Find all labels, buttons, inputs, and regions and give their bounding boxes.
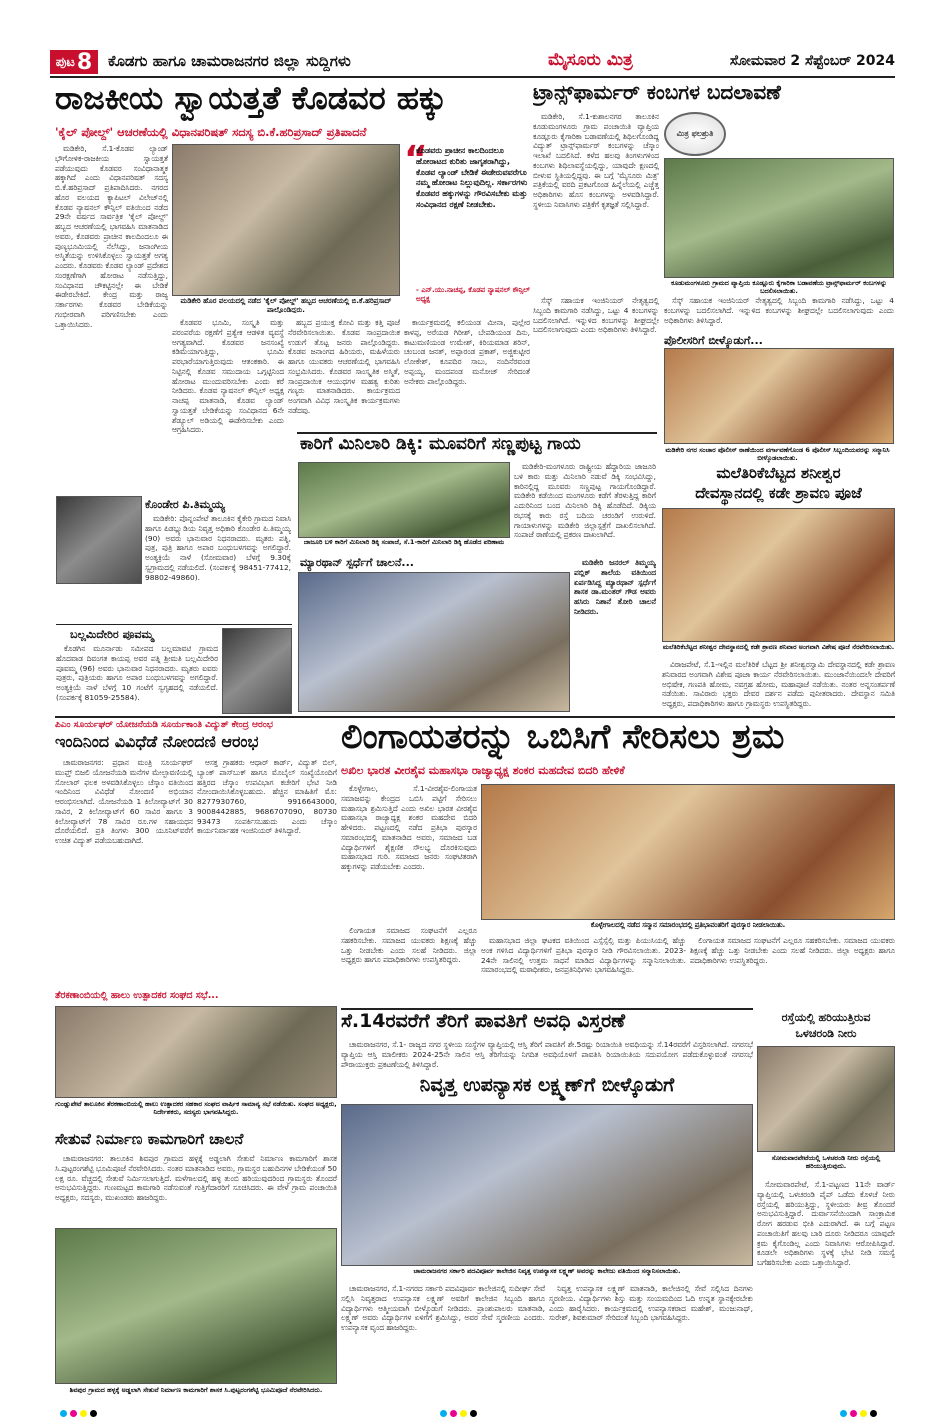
lingayat-body-2: ಮಹಾಸಭಾದ ಜಿಲ್ಲಾ ಘಟಕದ ವತಿಯಿಂದ ಎಸ್ಸೆಸ್ಸೆಲ್ಸಿ ಮತ್ತು ಪಿಯುಸಿಯಲ್ಲಿ ಹೆಚ್ಚು ಅಂಕ ಗಳಿಸಿದ ವಿದ್ಯಾರ್ಥಿಗಳಿಗೆ ಪ್ರತಿಭಾ ಪುರಸ್ಕಾರ ನೀಡಿ ಗೌರವಿಸಲಾಯಿತು. 2023-24ನೇ ಸಾಲಿನಲ್ಲಿ ಉತ್ತಮ ಸಾಧನೆ ಮಾಡಿದ ವಿದ್ಯಾರ್ಥಿಗಳನ್ನು ಸನ್ಮಾನಿಸಲಾಯಿತು. ಸಮಾರಂಭದಲ್ಲಿ ಮಠಾಧೀಶರು, ಜನಪ್ರತಿನಿಧಿಗಳು ಭಾಗವಹಿಸಿದ್ದರು.: [481, 936, 686, 975]
accident-photo-caption: ಜಾಜೂರಿ ಬಳಿ ಕಾರಿಗೆ ಮಿನಿಲಾರಿ ಡಿಕ್ಕಿ ಸಂಪಾಜೆ, ಸೆ.1-ಕಾರಿಗೆ ಮಿನಿಲಾರಿ ಡಿಕ್ಕಿ ಹೊಡೆದ ಪರಿಣಾಮ: [298, 538, 510, 554]
drain-headline-1: ರಸ್ತೆಯಲ್ಲಿ ಹರಿಯುತ್ತಿರುವ: [781, 1012, 871, 1024]
obit1-title: ಕೊಂಡೇರ ಪಿ.ತಿಮ್ಮಯ್ಯ: [145, 498, 225, 511]
yellow-dot-icon: [860, 1410, 867, 1417]
cyan-dot-icon: [440, 1410, 447, 1417]
section-title: ಕೊಡಗು ಹಾಗೂ ಚಾಮರಾಜನಗರ ಜಿಲ್ಲಾ ಸುದ್ದಿಗಳು: [108, 52, 351, 70]
black-dot-icon: [470, 1410, 477, 1417]
tax-body: ಚಾಮರಾಜನಗರ, ಸೆ.1- ರಾಜ್ಯದ ನಗರ ಸ್ಥಳೀಯ ಸಂಸ್ಥೆಗಳ ವ್ಯಾಪ್ತಿಯಲ್ಲಿ ಆಸ್ತಿ ತೆರಿಗೆ ಪಾವತಿಗೆ ಶೇ.5ರಷ್ಟು ರಿಯಾಯಿತಿ ಅವಧಿಯನ್ನು ಸೆ.14ರವರೆಗೆ ವಿಸ್ತರಿಸಲಾಗಿದೆ. ನಗರಸಭೆ ವ್ಯಾಪ್ತಿಯ ಆಸ್ತಿ ಮಾಲೀಕರು 2024-25ನೇ ಸಾಲಿನ ಆಸ್ತಿ ತೆರಿಗೆಯನ್ನು ನಿಗದಿತ ಅವಧಿಯೊಳಗೆ ಪಾವತಿಸಿ ರಿಯಾಯಿತಿಯ ಸದುಪಯೋಗ ಪಡೆದುಕೊಳ್ಳುವಂತೆ ನಗರಸಭೆ ಪೌರಾಯುಕ್ತರು ಪ್ರಕಟಣೆಯಲ್ಲಿ ತಿಳಿಸಿದ್ದಾರೆ.: [341, 1040, 753, 1069]
lingayat-body-3: ಲಿಂಗಾಯತ ಸಮಾಜದ ಸಂಘಟನೆಗೆ ಎಲ್ಲರೂ ಸಹಕರಿಸಬೇಕು. ಸಮಾಜದ ಯುವಕರು ಶಿಕ್ಷಣಕ್ಕೆ ಹೆಚ್ಚು ಒತ್ತು ನೀಡಬೇಕು ಎಂದು ಸಲಹೆ ನೀಡಿದರು. ಜಿಲ್ಲಾ ಅಧ್ಯಕ್ಷರು ಹಾಗೂ ಪದಾಧಿಕಾರಿಗಳು ಉಪಸ್ಥಿತರಿದ್ದರು.: [690, 936, 895, 965]
lead-photo: [172, 144, 400, 296]
divider: [55, 716, 895, 718]
police-photo: [664, 348, 894, 444]
bridge-headline: ಸೇತುವೆ ನಿರ್ಮಾಣ ಕಾಮಗಾರಿಗೆ ಚಾಲನೆ: [55, 1132, 244, 1148]
magenta-dot-icon: [850, 1410, 857, 1417]
solar-body-col1: ಚಾಮರಾಜನಗರ: ಪ್ರಧಾನ ಮಂತ್ರಿ ಸೂರ್ಯಘರ್ ಮುಫ್ತ್ ಬಿಜಲಿ ಯೋಜನೆಯಡಿ ಮನೆಗಳ ಮೇಲ್ಛಾವಣಿಯಲ್ಲಿ ಸೋಲಾರ್ ಫಲಕ ಅಳವಡಿಸಿಕೊಳ್ಳಲು ಚೆಸ್ಕಾಂ ವತಿಯಿಂದ ಇಂದಿನಿಂದ ವಿವಿಧೆಡೆ ನೋಂದಣಿ ಅಭಿಯಾನ ಆರಂಭಿಸಲಾಗಿದೆ. ಯೋಜನೆಯಡಿ 1 ಕಿಲೋವ್ಯಾಟ್‌ಗೆ 30 ಸಾವಿರ, 2 ಕಿಲೋವ್ಯಾಟ್‌ಗೆ 60 ಸಾವಿರ ಹಾಗೂ 3 ಕಿಲೋವ್ಯಾಟ್‌ಗೆ 78 ಸಾವಿರ ರೂ.ಗಳ ಸಹಾಯಧನ ದೊರೆಯಲಿದೆ. ಪ್ರತಿ ತಿಂಗಳು 300 ಯೂನಿಟ್‌ವರೆಗೆ ಉಚಿತ ವಿದ್ಯುತ್ ಪಡೆಯಬಹುದಾಗಿದೆ.: [55, 758, 193, 846]
tax-headline: ಸೆ.14ರವರೆಗೆ ತೆರಿಗೆ ಪಾವತಿಗೆ ಅವಧಿ ವಿಸ್ತರಣೆ: [341, 1012, 625, 1032]
police-caption: ಮಡಿಕೇರಿ ನಗರ ಸಂಚಾರ ಪೊಲೀಸ್ ಠಾಣೆಯಿಂದ ವರ್ಗಾವಣೆಗೊಂಡ 6 ಪೊಲೀಸ್ ಸಿಬ್ಬಂದಿಯವರನ್ನು ಸನ್ಮಾನಿಸಿ ಬೀಳ್ಕೊಡಲಾಯಿತು.: [660, 446, 895, 464]
lead-body-col4: ಕಾರ್ಯಕ್ರಮದಲ್ಲಿ ಕಲಿಯಂಡ ಮೀನಾ, ಪುಲ್ಲೇರ ಕಾಳಪ್ಪ, ಅರೆಯಡ ಗಿರೀಶ್, ಬೇಪಡಿಯಂಡ ದಿನು, ಕಾಟುಮಣಿಯಂಡ ಉಮೇಶ್, ಕಿರಿಯಮಾಡ ಶರಿನ್, ಚಂಬಂಡ ಜನತ್, ಅಪ್ಪಾರಂಡ ಪ್ರಕಾಶ್, ಅಜ್ಜಿಕುಟ್ಟೀರ ಲೋಕೇಶ್, ಕೂಪದಿರ ಸಾಬು, ನಂದಿನೆರವಂಡ ಅಪ್ಪಯ್ಯ, ಮಂದಪಂಡ ಮನೋಜ್ ಸೇರಿದಂತೆ ಅನೇಕರು ಪಾಲ್ಗೊಂಡಿದ್ದರು.: [404, 318, 530, 386]
teacher-body-2: ನಿವೃತ್ತ ಉಪನ್ಯಾಸಕ ಲಕ್ಷ್ಮಣ್ ಮಾತನಾಡಿ, ಕಾಲೇಜಿನಲ್ಲಿ ಸೇವೆ ಸಲ್ಲಿಸಿದ ದಿನಗಳು ಸ್ಮರಣೀಯ. ವಿದ್ಯಾರ್ಥಿಗಳು ಶಿಸ್ತು ಮತ್ತು ಸಂಯಮದಿಂದ ಓದಿ ಉನ್ನತ ಸ್ಥಾನಕ್ಕೇರಬೇಕು ಎಂದು ಹಾರೈಸಿದರು. ಕಾರ್ಯಕ್ರಮದಲ್ಲಿ ಉಪನ್ಯಾಸಕರಾದ ಮಹೇಶ್, ಮಂಜುನಾಥ್, ಸುರೇಶ್, ಶಿವಕುಮಾರ್ ಸೇರಿದಂತೆ ಸಿಬ್ಬಂದಿ ಭಾಗವಹಿಸಿದ್ದರು.: [549, 1284, 753, 1323]
teacher-body: ಚಾಮರಾಜನಗರ, ಸೆ.1-ನಗರದ ಸರ್ಕಾರಿ ಪದವಿಪೂರ್ವ ಕಾಲೇಜಿನಲ್ಲಿ ಸುದೀರ್ಘ ಸೇವೆ ಸಲ್ಲಿಸಿ ನಿವೃತ್ತರಾದ ಉಪನ್ಯಾಸಕ ಲಕ್ಷ್ಮಣ್ ಅವರಿಗೆ ಕಾಲೇಜಿನ ಸಿಬ್ಬಂದಿ ಹಾಗೂ ವಿದ್ಯಾರ್ಥಿಗಳು ಆತ್ಮೀಯವಾಗಿ ಬೀಳ್ಕೊಡುಗೆ ನೀಡಿದರು. ಪ್ರಾಂಶುಪಾಲರು ಮಾತನಾಡಿ, ಲಕ್ಷ್ಮಣ್ ಅವರು ವಿದ್ಯಾರ್ಥಿಗಳ ಏಳಿಗೆಗೆ ಶ್ರಮಿಸಿದ್ದು, ಅವರ ಸೇವೆ ಸ್ಮರಣೀಯ ಎಂದರು. ಉಪನ್ಯಾಸಕ ವೃಂದ ಹಾಜರಿದ್ದರು.: [341, 1284, 545, 1333]
issue-date: ಸೋಮವಾರ 2 ಸೆಪ್ಟೆಂಬರ್ 2024: [729, 53, 895, 69]
obit2-body: ಕೊಡಗಿನ ಮೂರ್ನಾಡು ಸಮೀಪದ ಬಲ್ಲಮಾವಟಿ ಗ್ರಾಮದ ಹೊದವಾಡ ದಿವಂಗತ ಕಾಯಪ್ಪ ಅವರ ಪತ್ನಿ ಶ್ರೀಮತಿ ಬಲ್ಲಮಿದೇರಿರ ಪೂವಮ್ಮ (96) ಅವರು ಭಾನುವಾರ ನಿಧನರಾದರು. ಮೃತರು ಐವರು ಪುತ್ರರು, ಪುತ್ರಿಯರು ಹಾಗೂ ಅಪಾರ ಬಂಧುಬಳಗವನ್ನು ಅಗಲಿದ್ದಾರೆ. ಅಂತ್ಯಕ್ರಿಯೆ ನಾಳೆ ಬೆಳಗ್ಗೆ 10 ಗಂಟೆಗೆ ಸ್ವಗೃಹದಲ್ಲಿ ನಡೆಯಲಿದೆ. (ಸಂಪರ್ಕಕ್ಕೆ 81059-25584).: [56, 644, 218, 702]
yellow-dot-icon: [460, 1410, 467, 1417]
accident-body: ಮಡಿಕೇರಿ-ಮಂಗಳೂರು ರಾಷ್ಟ್ರೀಯ ಹೆದ್ದಾರಿಯ ಜಾಜೂರಿ ಬಳಿ ಕಾರು ಮತ್ತು ಮಿನಿಲಾರಿ ನಡುವೆ ಡಿಕ್ಕಿ ಸಂಭವಿಸಿದ್ದು, ಕಾರಿನಲ್ಲಿದ್ದ ಮೂವರು ಸಣ್ಣಪುಟ್ಟ ಗಾಯಗೊಂಡಿದ್ದಾರೆ. ಮಡಿಕೇರಿ ಕಡೆಯಿಂದ ಮಂಗಳೂರು ಕಡೆಗೆ ತೆರಳುತ್ತಿದ್ದ ಕಾರಿಗೆ ಎದುರಿನಿಂದ ಬಂದ ಮಿನಿಲಾರಿ ಡಿಕ್ಕಿ ಹೊಡೆದಿದೆ. ಡಿಕ್ಕಿಯ ರಭಸಕ್ಕೆ ಕಾರು ರಸ್ತೆ ಬದಿಯ ಚರಂಡಿಗೆ ಉರುಳಿದೆ. ಗಾಯಾಳುಗಳನ್ನು ಮಡಿಕೇರಿ ಜಿಲ್ಲಾಸ್ಪತ್ರೆಗೆ ದಾಖಲಿಸಲಾಗಿದೆ. ಸಂಪಾಜೆ ಠಾಣೆಯಲ್ಲಿ ಪ್ರಕರಣ ದಾಖಲಾಗಿದೆ.: [514, 462, 656, 540]
page-label: ಪುಟ: [55, 54, 75, 70]
marathon-side: ಮಡಿಕೇರಿ ಜನರಲ್ ತಿಮ್ಮಯ್ಯ ಪಬ್ಲಿಕ್ ಶಾಲೆಯ ವತಿಯಿಂದ ಏರ್ಪಡಿಸಿದ್ದ ಮ್ಯಾರಥಾನ್ ಸ್ಪರ್ಧೆಗೆ ಶಾಸಕ ಡಾ.ಮಂತರ್ ಗೌಡ ಅವರು ಹಸಿರು ನಿಶಾನೆ ತೋರಿ ಚಾಲನೆ ನೀಡಿದರು.: [574, 558, 656, 616]
page-number-box: [50, 50, 98, 74]
bridge-body: ಚಾಮರಾಜನಗರ: ತಾಲೂಕಿನ ಶಿವಪುರ ಗ್ರಾಮದ ಹಳ್ಳಕ್ಕೆ ಅಡ್ಡಲಾಗಿ ಸೇತುವೆ ನಿರ್ಮಾಣ ಕಾಮಗಾರಿಗೆ ಶಾಸಕ ಸಿ.ಪುಟ್ಟರಂಗಶೆಟ್ಟಿ ಭೂಮಿಪೂಜೆ ನೆರವೇರಿಸಿದರು. ನಂತರ ಮಾತನಾಡಿದ ಅವರು, ಗ್ರಾಮಸ್ಥರ ಬಹುದಿನಗಳ ಬೇಡಿಕೆಯಂತೆ 50 ಲಕ್ಷ ರೂ. ವೆಚ್ಚದಲ್ಲಿ ಸೇತುವೆ ನಿರ್ಮಿಸಲಾಗುತ್ತಿದೆ. ಮಳೆಗಾಲದಲ್ಲಿ ಹಳ್ಳ ತುಂಬಿ ಹರಿಯುವುದರಿಂದ ಗ್ರಾಮಸ್ಥರು ತೊಂದರೆ ಅನುಭವಿಸುತ್ತಿದ್ದರು. ಗುಣಮಟ್ಟದ ಕಾಮಗಾರಿ ನಡೆಸುವಂತೆ ಗುತ್ತಿಗೆದಾರರಿಗೆ ಸೂಚಿಸಿದರು. ಈ ವೇಳೆ ಗ್ರಾಮ ಪಂಚಾಯಿತಿ ಅಧ್ಯಕ್ಷರು, ಸದಸ್ಯರು, ಮುಖಂಡರು ಹಾಜರಿದ್ದರು.: [55, 1154, 337, 1203]
milk-caption: ಗುಂಡ್ಲುಪೇಟೆ ತಾಲೂಕಿನ ತೆರಕಣಾಂಬಿಯಲ್ಲಿ ಹಾಲು ಉತ್ಪಾದಕರ ಸಹಕಾರ ಸಂಘದ ವಾರ್ಷಿಕ ಸಾಮಾನ್ಯ ಸಭೆ ನಡೆಯಿತು. ಸಂಘದ ಅಧ್ಯಕ್ಷರು, ನಿರ್ದೇಶಕರು, ಸದಸ್ಯರು ಭಾಗವಹಿಸಿದ್ದರು.: [55, 1100, 337, 1130]
transformer-body-3: ಸೆಸ್ಕ್ ಸಹಾಯಕ ಇಂಜಿನಿಯರ್ ನೇತೃತ್ವದಲ್ಲಿ ಸಿಬ್ಬಂದಿ ಕಾಮಗಾರಿ ನಡೆಸಿದ್ದು, ಒಟ್ಟು 4 ಕಂಬಗಳನ್ನು ಬದಲಿಸಲಾಗಿದೆ. ಇನ್ನುಳಿದ ಕಂಬಗಳನ್ನು ಶೀಘ್ರದಲ್ಲೇ ಬದಲಿಸಲಾಗುವುದು ಎಂದು ಅಧಿಕಾರಿಗಳು ತಿಳಿಸಿದ್ದಾರೆ.: [533, 296, 659, 335]
teacher-headline: ನಿವೃತ್ತ ಉಪನ್ಯಾಸಕ ಲಕ್ಷ್ಮಣ್‌ಗೆ ಬೀಳ್ಕೊಡುಗೆ: [419, 1076, 675, 1096]
registration-marks: [840, 1410, 900, 1420]
transformer-body-2: ಸೆಸ್ಕ್ ಸಹಾಯಕ ಇಂಜಿನಿಯರ್ ನೇತೃತ್ವದಲ್ಲಿ ಸಿಬ್ಬಂದಿ ಕಾಮಗಾರಿ ನಡೆಸಿದ್ದು, ಒಟ್ಟು 4 ಕಂಬಗಳನ್ನು ಬದಲಿಸಲಾಗಿದೆ. ಇನ್ನುಳಿದ ಕಂಬಗಳನ್ನು ಶೀಘ್ರದಲ್ಲೇ ಬದಲಿಸಲಾಗುವುದು ಎಂದು ಅಧಿಕಾರಿಗಳು ತಿಳಿಸಿದ್ದಾರೆ.: [664, 296, 894, 325]
divider: [56, 624, 292, 625]
black-dot-icon: [90, 1410, 97, 1417]
lingayat-photo: [481, 784, 895, 920]
lingayat-body-4: ಲಿಂಗಾಯತ ಸಮಾಜದ ಸಂಘಟನೆಗೆ ಎಲ್ಲರೂ ಸಹಕರಿಸಬೇಕು. ಸಮಾಜದ ಯುವಕರು ಶಿಕ್ಷಣಕ್ಕೆ ಹೆಚ್ಚು ಒತ್ತು ನೀಡಬೇಕು ಎಂದು ಸಲಹೆ ನೀಡಿದರು. ಜಿಲ್ಲಾ ಅಧ್ಯಕ್ಷರು ಹಾಗೂ ಪದಾಧಿಕಾರಿಗಳು ಉಪಸ್ಥಿತರಿದ್ದರು.: [341, 926, 477, 965]
drain-photo-caption: ಸೋಮವಾರಪೇಟೆಯಲ್ಲಿ ಒಳಚರಂಡಿ ನೀರು ರಸ್ತೆಯಲ್ಲಿ ಹರಿಯುತ್ತಿರುವುದು.: [757, 1154, 895, 1178]
shanishwara-headline-1: ಮಲೆತಿರಿಕೆಬೆಟ್ಟದ ಶನೀಶ್ವರ: [716, 466, 841, 482]
drain-body: ಸೋಮವಾರಪೇಟೆ, ಸೆ.1-ಪಟ್ಟಣದ 11ನೇ ವಾರ್ಡ್ ವ್ಯಾಪ್ತಿಯಲ್ಲಿ ಒಳಚರಂಡಿ ಪೈಪ್ ಒಡೆದು ಕೊಳಚೆ ನೀರು ರಸ್ತೆಯಲ್ಲಿ ಹರಿಯುತ್ತಿದ್ದು, ಸ್ಥಳೀಯರು ತೀವ್ರ ತೊಂದರೆ ಅನುಭವಿಸುತ್ತಿದ್ದಾರೆ. ದುರ್ವಾಸನೆಯಿಂದಾಗಿ ಸಾಂಕ್ರಾಮಿಕ ರೋಗ ಹರಡುವ ಭೀತಿ ಎದುರಾಗಿದೆ. ಈ ಬಗ್ಗೆ ಪಟ್ಟಣ ಪಂಚಾಯಿತಿಗೆ ಹಲವು ಬಾರಿ ದೂರು ನೀಡಿದರೂ ಯಾವುದೇ ಕ್ರಮ ಕೈಗೊಂಡಿಲ್ಲ ಎಂದು ನಿವಾಸಿಗಳು ಆರೋಪಿಸಿದ್ದಾರೆ. ಕೂಡಲೇ ಅಧಿಕಾರಿಗಳು ಸ್ಥಳಕ್ಕೆ ಭೇಟಿ ನೀಡಿ ಸಮಸ್ಯೆ ಬಗೆಹರಿಸಬೇಕು ಎಂದು ಒತ್ತಾಯಿಸಿದ್ದಾರೆ.: [757, 1180, 895, 1268]
registration-marks: [60, 1410, 120, 1420]
mitra-result-stamp: ಮಿತ್ರ ಫಲಶ್ರುತಿ: [664, 112, 726, 156]
magenta-dot-icon: [450, 1410, 457, 1417]
magenta-dot-icon: [70, 1410, 77, 1417]
milk-title: ತೆರಕಣಾಂಬಿಯಲ್ಲಿ ಹಾಲು ಉತ್ಪಾದಕರ ಸಂಘದ ಸಭೆ...: [55, 990, 219, 1001]
solar-kicker: ಪಿಎಂ ಸೂರ್ಯಘರ್ ಯೋಜನೆಯಡಿ ಸೂರ್ಯಕಾಂತಿ ವಿದ್ಯುತ್ ಕೇಂದ್ರ ಆರಂಭ: [55, 720, 273, 730]
shanishwara-body: ವಿರಾಜಪೇಟೆ, ಸೆ.1-ಇಲ್ಲಿನ ಮಲೆತಿರಿಕೆ ಬೆಟ್ಟದ ಶ್ರೀ ಶನೀಶ್ವರಸ್ವಾಮಿ ದೇವಸ್ಥಾನದಲ್ಲಿ ಕಡೇ ಶ್ರಾವಣ ಶನಿವಾರದ ಅಂಗವಾಗಿ ವಿಶೇಷ ಪೂಜಾ ಕಾರ್ಯ ನೆರವೇರಿಸಲಾಯಿತು. ಮುಂಜಾನೆಯಿಂದಲೇ ದೇವರಿಗೆ ಅಭಿಷೇಕ, ಗಣಪತಿ ಹೋಮ, ನವಗ್ರಹ ಹೋಮ, ಮಹಾಪೂಜೆ ನಡೆಯಿತು. ನಂತರ ಅನ್ನಸಂತರ್ಪಣೆ ನಡೆಯಿತು. ಸಾವಿರಾರು ಭಕ್ತರು ದೇವರ ದರ್ಶನ ಪಡೆದು ಪುನೀತರಾದರು. ದೇವಸ್ಥಾನ ಸಮಿತಿ ಅಧ್ಯಕ್ಷರು, ಪದಾಧಿಕಾರಿಗಳು ಹಾಗೂ ಗ್ರಾಮಸ್ಥರು ಉಪಸ್ಥಿತರಿದ್ದರು.: [662, 660, 895, 709]
obit2-portrait: [222, 628, 292, 714]
police-title: ಪೊಲೀಸರಿಗೆ ಬೀಳ್ಕೊಡುಗೆ...: [664, 334, 763, 347]
lead-subhead: 'ಕೈಲ್ ಪೋಲ್ದ್' ಆಚರಣೆಯಲ್ಲಿ ವಿಧಾನಪರಿಷತ್ ಸದಸ್ಯ ಬಿ.ಕೆ.ಹರಿಪ್ರಸಾದ್ ಪ್ರತಿಪಾದನೆ: [55, 125, 367, 139]
page-number: 8: [76, 50, 93, 75]
transformer-photo-caption: ಕೂಡುಮಂಗಳೂರು ಗ್ರಾಮದ ವ್ಯಾಪ್ತಿಯ ಕೂಡ್ಲೂರು ಕೈಗಾರಿಕಾ ಬಡಾವಣೆಯ ಟ್ರಾನ್ಸ್‌ಫಾರ್ಮರ್ ಕಂಬಗಳನ್ನು ಬದಲಿಸಲಾಯಿತು.: [664, 279, 894, 295]
transformer-body: ಮಡಿಕೇರಿ, ಸೆ.1-ಕುಶಾಲನಗರ ತಾಲೂಕಿನ ಕೂಡುಮಂಗಳೂರು ಗ್ರಾಮ ಪಂಚಾಯಿತಿ ವ್ಯಾಪ್ತಿಯ ಕೂಡ್ಲೂರು ಕೈಗಾರಿಕಾ ಬಡಾವಣೆಯಲ್ಲಿ ಶಿಥಿಲಗೊಂಡಿದ್ದ ವಿದ್ಯುತ್ ಟ್ರಾನ್ಸ್‌ಫಾರ್ಮರ್ ಕಂಬಗಳನ್ನು ಚೆಸ್ಕಾಂ ಇಲಾಖೆ ಬದಲಿಸಿದೆ. ಕಳೆದ ಹಲವು ತಿಂಗಳುಗಳಿಂದ ಕಂಬಗಳು ಶಿಥಿಲಾವಸ್ಥೆಯಲ್ಲಿದ್ದು, ಯಾವುದೇ ಕ್ಷಣದಲ್ಲಿ ಬೀಳುವ ಸ್ಥಿತಿಯಲ್ಲಿದ್ದವು. ಈ ಬಗ್ಗೆ 'ಮೈಸೂರು ಮಿತ್ರ' ಪತ್ರಿಕೆಯಲ್ಲಿ ವರದಿ ಪ್ರಕಟಗೊಂಡ ಹಿನ್ನೆಲೆಯಲ್ಲಿ ಎಚ್ಚೆತ್ತ ಅಧಿಕಾರಿಗಳು ಹೊಸ ಕಂಬಗಳನ್ನು ಅಳವಡಿಸಿದ್ದಾರೆ. ಸ್ಥಳೀಯ ನಿವಾಸಿಗಳು ಪತ್ರಿಕೆಗೆ ಕೃತಜ್ಞತೆ ಸಲ್ಲಿಸಿದ್ದಾರೆ.: [533, 112, 659, 209]
lingayat-headline: ಲಿಂಗಾಯತರನ್ನು ಒಬಿಸಿಗೆ ಸೇರಿಸಲು ಶ್ರಮ: [341, 720, 785, 757]
registration-marks: [440, 1410, 500, 1420]
transformer-headline: ಟ್ರಾನ್ಸ್‌ಫಾರ್ಮರ್ ಕಂಬಗಳ ಬದಲಾವಣೆ: [533, 82, 781, 104]
obit1-body: ಮಡಿಕೇರಿ: ಪೊನ್ನಂಪೇಟೆ ತಾಲೂಕಿನ ಕೈಕೇರಿ ಗ್ರಾಮದ ನಿವಾಸಿ ಹಾಗೂ ಪಿಡಬ್ಲ್ಯುಡಿಯ ನಿವೃತ್ತ ಅಧಿಕಾರಿ ಕೊಂಡೇರ ಪಿ.ತಿಮ್ಮಯ್ಯ (90) ಅವರು ಭಾನುವಾರ ನಿಧನರಾದರು. ಮೃತರು ಪತ್ನಿ, ಪುತ್ರ, ಪುತ್ರಿ ಹಾಗೂ ಅಪಾರ ಬಂಧುಬಳಗವನ್ನು ಅಗಲಿದ್ದಾರೆ. ಅಂತ್ಯಕ್ರಿಯೆ ನಾಳೆ (ಸೋಮವಾರ) ಬೆಳಗ್ಗೆ 9.30ಕ್ಕೆ ಸ್ವಗ್ರಾಮದಲ್ಲಿ ನಡೆಯಲಿದೆ. (ಸಂಪರ್ಕಕ್ಕೆ 98451-77412, 98802-49860).: [145, 514, 291, 582]
divider: [341, 1008, 753, 1010]
accident-headline: ಕಾರಿಗೆ ಮಿನಿಲಾರಿ ಡಿಕ್ಕಿ: ಮೂವರಿಗೆ ಸಣ್ಣಪುಟ್ಟ ಗಾಯ: [300, 436, 581, 454]
quote-mark-icon: “: [404, 142, 428, 172]
milk-photo: [55, 1006, 337, 1098]
teacher-photo: [341, 1104, 753, 1266]
bridge-photo: [55, 1228, 337, 1384]
shanishwara-photo-caption: ಮಲೆತಿರಿಕೆಬೆಟ್ಟದ ಶನೀಶ್ವರ ದೇವಸ್ಥಾನದಲ್ಲಿ ಕಡೇ ಶ್ರಾವಣ ಶನಿವಾರ ಅಂಗವಾಗಿ ವಿಶೇಷ ಪೂಜೆ ನೆರವೇರಿಸಲಾಯಿತು.: [662, 643, 895, 659]
black-dot-icon: [870, 1410, 877, 1417]
marathon-title: ಮ್ಯಾರಥಾನ್ ಸ್ಪರ್ಧೆಗೆ ಚಾಲನೆ...: [300, 556, 414, 569]
lingayat-photo-caption: ಕೊಳ್ಳೇಗಾಲದಲ್ಲಿ ನಡೆದ ಸನ್ಮಾನ ಸಮಾರಂಭದಲ್ಲಿ ಪ್ರತಿಭಾವಂತರಿಗೆ ಪುರಸ್ಕಾರ ನೀಡಲಾಯಿತು.: [481, 921, 895, 935]
obit1-portrait: [56, 496, 142, 584]
page-header: [50, 50, 895, 78]
lead-body-col3: ಹಬ್ಬದ ಪ್ರಯುಕ್ತ ಕೋವಿ ಮತ್ತು ಕತ್ತಿ ಪೂಜೆ ನೆರವೇರಿಸಲಾಯಿತು. ಕೊಡವ ಸಾಂಪ್ರದಾಯಿಕ ಉಡುಗೆ ತೊಟ್ಟ ಜನರು ಪಾಲ್ಗೊಂಡಿದ್ದರು. ಕೊಡವ ಜನಾಂಗದ ಹಿರಿಯರು, ಮಹಿಳೆಯರು ಹಾಗೂ ಯುವಕರು ಆಚರಣೆಯಲ್ಲಿ ಭಾಗವಹಿಸಿ ಸಂಭ್ರಮಿಸಿದರು. ಕೊಡವರ ಸಾಂಸ್ಕೃತಿಕ ಅಸ್ಮಿತೆ, ಸಾಂಪ್ರದಾಯಿಕ ಆಯುಧಗಳ ಮಹತ್ವ ಕುರಿತು ಗಣ್ಯರು ಮಾತನಾಡಿದರು. ಕಾರ್ಯಕ್ರಮದ ಅಂಗವಾಗಿ ವಿವಿಧ ಸಾಂಸ್ಕೃತಿಕ ಕಾರ್ಯಕ್ರಮಗಳು ನಡೆದವು.: [288, 318, 400, 415]
accident-photo: [298, 462, 510, 538]
teacher-photo-caption: ಚಾಮರಾಜನಗರ ಸರ್ಕಾರಿ ಪದವಿಪೂರ್ವ ಕಾಲೇಜಿನ ನಿವೃತ್ತ ಉಪನ್ಯಾಸಕ ಲಕ್ಷ್ಮಣ್ ಅವರನ್ನು ಕಾಲೇಜು ವತಿಯಿಂದ ಸನ್ಮಾನಿಸಲಾಯಿತು.: [341, 1267, 753, 1281]
lead-quote-author: - ಎನ್.ಯು.ನಾಚಪ್ಪ, ಕೊಡವ ನ್ಯಾಷನಲ್ ಕೌನ್ಸಿಲ್ ಅಧ್ಯಕ್ಷ: [416, 286, 530, 304]
lead-body-col2: ಕೊಡವರ ಭೂಮಿ, ಸಂಸ್ಕೃತಿ ಮತ್ತು ಪರಂಪರೆಯ ರಕ್ಷಣೆಗೆ ಪ್ರತ್ಯೇಕ ಆಡಳಿತ ವ್ಯವಸ್ಥೆ ಅಗತ್ಯವಾಗಿದೆ. ಕೊಡವರ ಜನಸಂಖ್ಯೆ ಕಡಿಮೆಯಾಗುತ್ತಿದ್ದು, ಭೂಮಿ ಪರಭಾರೆಯಾಗುತ್ತಿರುವುದು ಆತಂಕಕಾರಿ. ಈ ನಿಟ್ಟಿನಲ್ಲಿ ಕೊಡವ ಸಮುದಾಯ ಒಗ್ಗಟ್ಟಿನಿಂದ ಹೋರಾಟ ಮುಂದುವರಿಸಬೇಕು ಎಂದು ಕರೆ ನೀಡಿದರು. ಕೊಡವ ನ್ಯಾಷನಲ್ ಕೌನ್ಸಿಲ್ ಅಧ್ಯಕ್ಷ ನಾಚಪ್ಪ ಮಾತನಾಡಿ, ಕೊಡವ ಲ್ಯಾಂಡ್ ಸ್ವಾಯತ್ತತೆ ಬೇಡಿಕೆಯನ್ನು ಸಂವಿಧಾನದ 6ನೇ ಶೆಡ್ಯೂಲ್ ಅಡಿಯಲ್ಲಿ ಈಡೇರಿಸಬೇಕು ಎಂದು ಆಗ್ರಹಿಸಿದರು.: [172, 318, 284, 435]
lead-quote: ಕೊಡವರು ಪ್ರಾಚೀನ ಕಾಲದಿಂದಲೂ ಹೋರಾಟದ ಕುರಿತು ಜಾಗೃತರಾಗಿದ್ದು, ಕೊಡವ ಲ್ಯಾಂಡ್ ಬೇಡಿಕೆ ಈಡೇರುವವರೆಗೂ ನಮ್ಮ ಹೋರಾಟ ನಿಲ್ಲುವುದಿಲ್ಲ. ಸರ್ಕಾರಗಳು ಕೊಡವರ ಹಕ್ಕುಗಳನ್ನು ಗೌರವಿಸಬೇಕು ಮತ್ತು ಸಂವಿಧಾನದ ರಕ್ಷಣೆ ನೀಡಬೇಕು.: [416, 146, 528, 209]
shanishwara-headline-2: ದೇವಸ್ಥಾನದಲ್ಲಿ ಕಡೇ ಶ್ರಾವಣ ಪೂಜೆ: [695, 486, 862, 502]
cyan-dot-icon: [60, 1410, 67, 1417]
bridge-photo-caption: ಶಿವಪುರ ಗ್ರಾಮದ ಹಳ್ಳಕ್ಕೆ ಅಡ್ಡಲಾಗಿ ಸೇತುವೆ ನಿರ್ಮಾಣ ಕಾಮಗಾರಿಗೆ ಶಾಸಕ ಸಿ.ಪುಟ್ಟರಂಗಶೆಟ್ಟಿ ಭೂಮಿಪೂಜೆ ನೆರವೇರಿಸಿದರು.: [55, 1386, 337, 1404]
newspaper-logo: ಮೈಸೂರು ಮಿತ್ರ: [548, 50, 633, 70]
lead-body-col1: ಮಡಿಕೇರಿ, ಸೆ.1-ಕೊಡವ ಲ್ಯಾಂಡ್ ಭೌಗೋಳಿಕ-ರಾಜಕೀಯ ಸ್ವಾಯತ್ತತೆ ಪಡೆಯುವುದು ಕೊಡವರ ಸಂವಿಧಾನಾತ್ಮಕ ಹಕ್ಕಾಗಿದೆ ಎಂದು ವಿಧಾನಪರಿಷತ್ ಸದಸ್ಯ ಬಿ.ಕೆ.ಹರಿಪ್ರಸಾದ್ ಪ್ರತಿಪಾದಿಸಿದರು. ನಗರದ ಹೊರ ವಲಯದ ಕ್ಯಾಪಿಟಲ್ ವಿಲೇಜ್‌ನಲ್ಲಿ ಕೊಡವ ನ್ಯಾಷನಲ್ ಕೌನ್ಸಿಲ್ ವತಿಯಿಂದ ನಡೆದ 29ನೇ ವರ್ಷದ ಸಾರ್ವತ್ರಿಕ 'ಕೈಲ್ ಪೋಲ್ದ್' ಹಬ್ಬದ ಆಚರಣೆಯಲ್ಲಿ ಭಾಗವಹಿಸಿ ಮಾತನಾಡಿದ ಅವರು, ಕೊಡವರು ಪ್ರಾಚೀನ ಕಾಲದಿಂದಲೂ ಈ ಪುಣ್ಯಭೂಮಿಯಲ್ಲಿ ನೆಲೆಸಿದ್ದು, ಜನಾಂಗೀಯ ಅಸ್ಮಿತೆಯನ್ನು ಉಳಿಸಿಕೊಳ್ಳಲು ಸ್ವಾಯತ್ತತೆ ಅಗತ್ಯ ಎಂದರು. ಕೊಡವರು ಕೊಡವ ಲ್ಯಾಂಡ್ ಪ್ರದೇಶದ ಸಂರಕ್ಷಣೆಗಾಗಿ ಹೋರಾಟ ನಡೆಸುತ್ತಿದ್ದು, ಸಂವಿಧಾನದ ಚೌಕಟ್ಟಿನಲ್ಲೇ ಈ ಬೇಡಿಕೆ ಈಡೇರಬೇಕಿದೆ. ಕೇಂದ್ರ ಮತ್ತು ರಾಜ್ಯ ಸರ್ಕಾರಗಳು ಕೊಡವರ ಬೇಡಿಕೆಯನ್ನು ಗಂಭೀರವಾಗಿ ಪರಿಗಣಿಸಬೇಕು ಎಂದು ಒತ್ತಾಯಿಸಿದರು.: [55, 144, 168, 329]
lingayat-body: ಕೊಳ್ಳೇಗಾಲ, ಸೆ.1-ವೀರಶೈವ-ಲಿಂಗಾಯತ ಸಮಾಜವನ್ನು ಕೇಂದ್ರದ ಒಬಿಸಿ ಪಟ್ಟಿಗೆ ಸೇರಿಸಲು ಮಹಾಸಭಾ ಶ್ರಮಿಸುತ್ತಿದೆ ಎಂದು ಅಖಿಲ ಭಾರತ ವೀರಶೈವ ಮಹಾಸಭಾ ರಾಜ್ಯಾಧ್ಯಕ್ಷ ಶಂಕರ ಮಹದೇವ ಬಿದರಿ ಹೇಳಿದರು. ಪಟ್ಟಣದಲ್ಲಿ ನಡೆದ ಪ್ರತಿಭಾ ಪುರಸ್ಕಾರ ಸಮಾರಂಭದಲ್ಲಿ ಮಾತನಾಡಿದ ಅವರು, ಸಮಾಜದ ಬಡ ವಿದ್ಯಾರ್ಥಿಗಳಿಗೆ ಶೈಕ್ಷಣಿಕ ಸೌಲಭ್ಯ ದೊರಕಿಸುವುದು ಮಹಾಸಭಾದ ಗುರಿ. ಸಮಾಜದ ಜನರು ಸಂಘಟಿತರಾಗಿ ಹಕ್ಕುಗಳನ್ನು ಪಡೆಯಬೇಕು ಎಂದರು.: [341, 784, 477, 872]
drain-photo: [757, 1046, 895, 1152]
obit2-title: ಬಲ್ಲಮಿದೇರಿರ ಪೂವಮ್ಮ: [70, 628, 154, 641]
shanishwara-photo: [662, 508, 895, 642]
solar-body-col2: ಆಸಕ್ತ ಗ್ರಾಹಕರು ಆಧಾರ್ ಕಾರ್ಡ್, ವಿದ್ಯುತ್ ಬಿಲ್, ಬ್ಯಾಂಕ್ ಪಾಸ್‌ಬುಕ್ ಹಾಗೂ ಮೊಬೈಲ್ ಸಂಖ್ಯೆಯೊಂದಿಗೆ ಹತ್ತಿರದ ಚೆಸ್ಕಾಂ ಉಪವಿಭಾಗ ಕಚೇರಿಗೆ ಭೇಟಿ ನೀಡಿ ನೋಂದಾಯಿಸಿಕೊಳ್ಳಬಹುದು. ಹೆಚ್ಚಿನ ಮಾಹಿತಿಗೆ ಮೊ: 8277930760, 9916643000, 9008442885, 9686707090, 80730 93473 ಸಂಪರ್ಕಿಸಬಹುದು ಎಂದು ಚೆಸ್ಕಾಂ ಕಾರ್ಯನಿರ್ವಾಹಕ ಇಂಜಿನಿಯರ್ ತಿಳಿಸಿದ್ದಾರೆ.: [197, 758, 337, 836]
transformer-photo: [664, 158, 894, 278]
lead-photo-caption: ಮಡಿಕೇರಿ ಹೊರ ವಲಯದಲ್ಲಿ ನಡೆದ 'ಕೈಲ್ ಪೋಲ್ದ್' ಹಬ್ಬದ ಆಚರಣೆಯಲ್ಲಿ ಬಿ.ಕೆ.ಹರಿಪ್ರಸಾದ್ ಪಾಲ್ಗೊಂಡಿದ್ದರು.: [172, 297, 400, 313]
lead-headline: ರಾಜಕೀಯ ಸ್ವಾಯತ್ತತೆ ಕೊಡವರ ಹಕ್ಕು: [55, 82, 447, 117]
solar-headline: ಇಂದಿನಿಂದ ವಿವಿಧೆಡೆ ನೋಂದಣಿ ಆರಂಭ: [55, 734, 259, 751]
marathon-photo: [298, 572, 570, 712]
drain-headline-2: ಒಳಚರಂಡಿ ನೀರು: [795, 1028, 857, 1040]
lingayat-subhead: ಅಖಿಲ ಭಾರತ ವೀರಶೈವ ಮಹಾಸಭಾ ರಾಜ್ಯಾಧ್ಯಕ್ಷ ಶಂಕರ ಮಹದೇವ ಬಿದರಿ ಹೇಳಿಕೆ: [341, 764, 625, 777]
yellow-dot-icon: [80, 1410, 87, 1417]
cyan-dot-icon: [840, 1410, 847, 1417]
divider: [297, 432, 657, 434]
